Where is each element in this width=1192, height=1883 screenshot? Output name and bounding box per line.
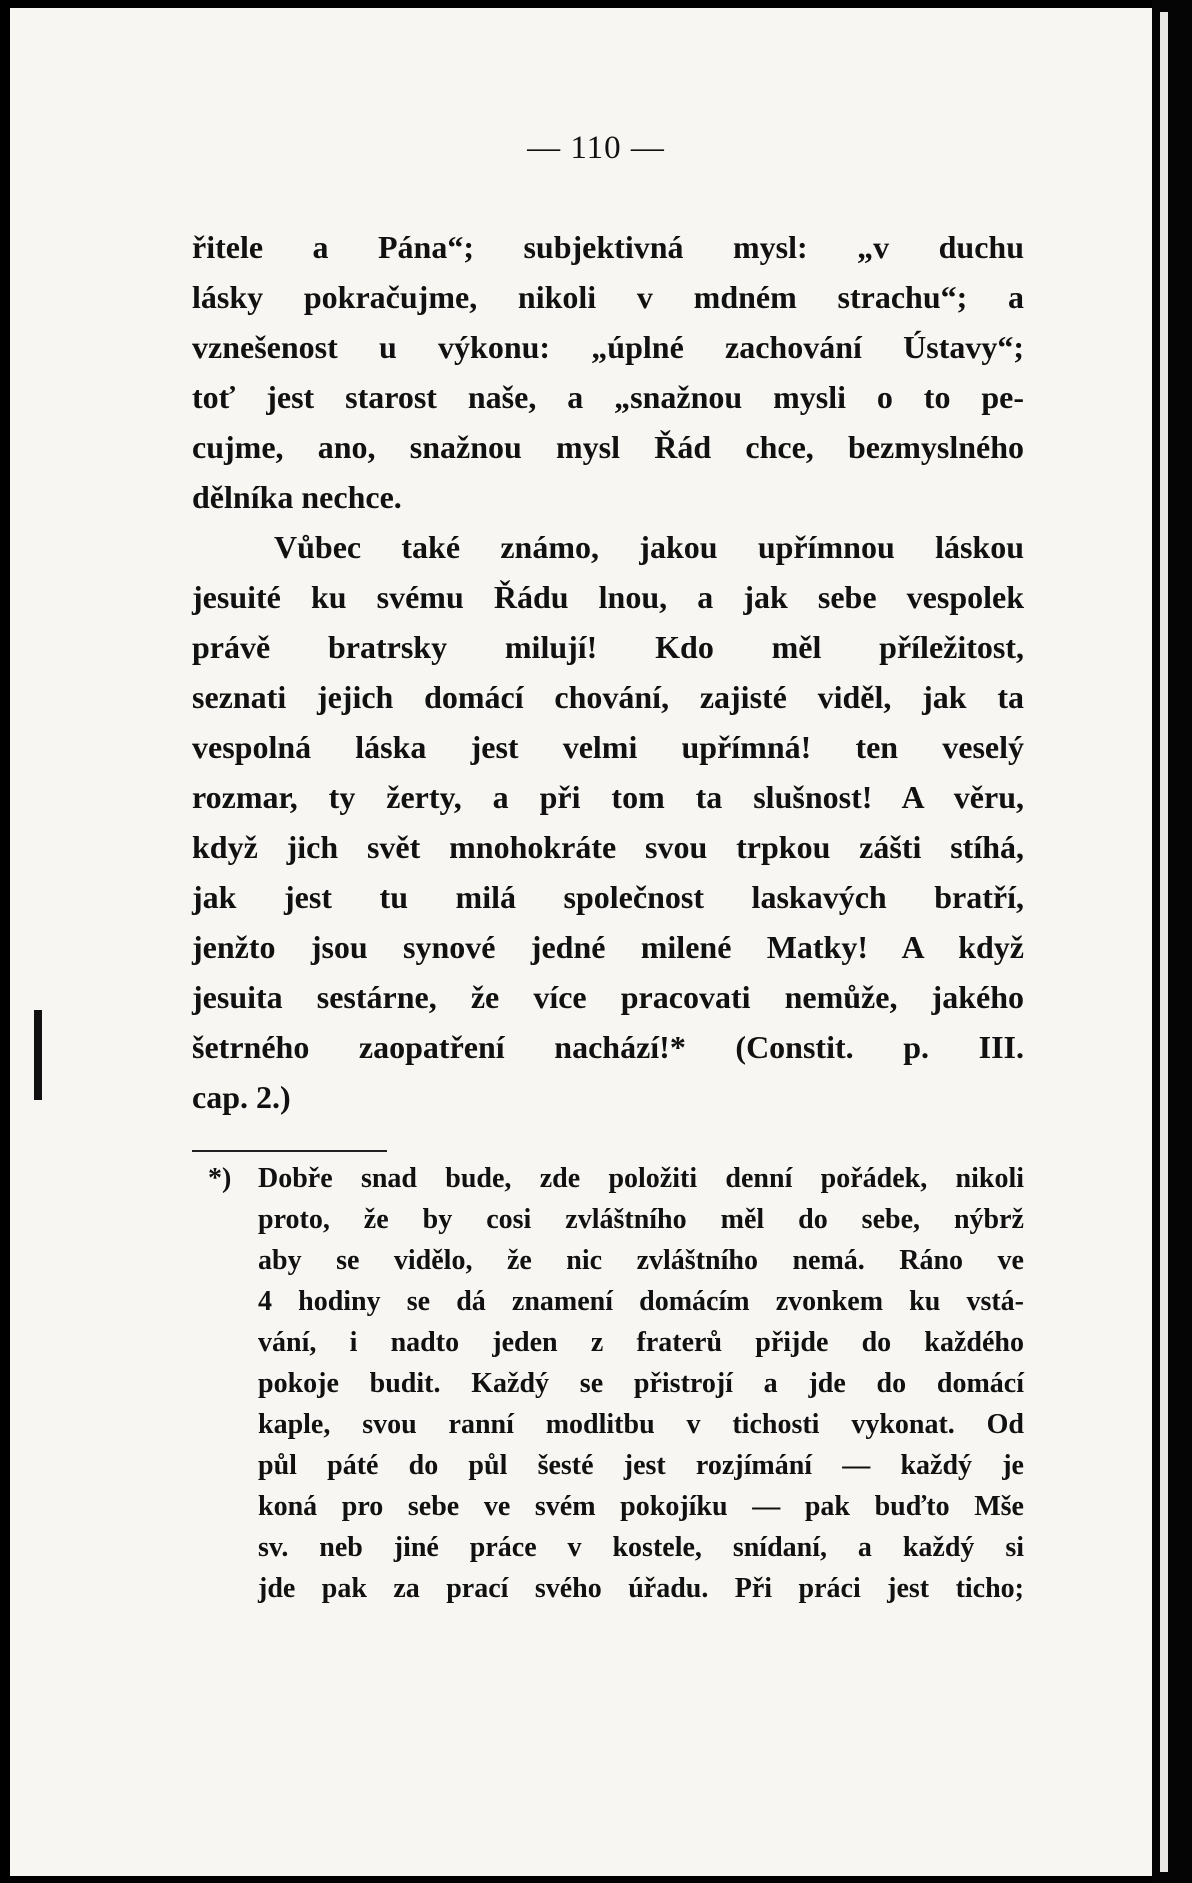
footnote-line: 4 hodiny se dá znamení domácím zvonkem ku vstá-: [258, 1286, 1024, 1317]
main-text: [192, 222, 1024, 1122]
text-line: právě bratrsky milují! Kdo měl příležitost,: [192, 629, 1024, 665]
text-line: dělníka nechce.: [192, 479, 402, 515]
text-line: lásky pokračujme, nikoli v mdném strachu“; a: [192, 279, 1024, 315]
page-number: — 110 —: [527, 130, 665, 166]
footnote-divider: [192, 1150, 387, 1152]
text-line: jak jest tu milá společnost laskavých bratří,: [192, 879, 1024, 915]
footnote-line: jde pak za prací svého úřadu. Při práci jest ticho;: [258, 1573, 1024, 1604]
text-line: jenžto jsou synové jedné milené Matky! A když: [192, 929, 1024, 965]
footnote-marker: *): [208, 1163, 232, 1194]
footnote-line: vání, i nadto jeden z fraterů přijde do každého: [258, 1327, 1024, 1358]
footnote-line: sv. neb jiné práce v kostele, snídaní, a každý si: [258, 1532, 1024, 1563]
text-line: řitele a Pána“; subjektivná mysl: „v duchu: [192, 229, 1024, 265]
footnote-line: koná pro sebe ve svém pokojíku — pak buďto Mše: [258, 1491, 1024, 1522]
footnote-line: proto, že by cosi zvláštního měl do sebe, nýbrž: [258, 1204, 1024, 1235]
binding-mark: [34, 1010, 42, 1100]
text-line: Vůbec také známo, jakou upřímnou láskou: [274, 529, 1024, 565]
text-line: toť jest starost naše, a „snažnou mysli o to pe-: [192, 379, 1024, 415]
adjacent-page-edge: [1160, 12, 1168, 1872]
text-line: vznešenost u výkonu: „úplné zachování Ústavy“;: [192, 329, 1024, 365]
footnote-line: Dobře snad bude, zde položiti denní pořádek, nikoli: [258, 1163, 1024, 1194]
text-line: jesuita sestárne, že více pracovati nemůže, jakého: [192, 979, 1024, 1015]
text-line: jesuité ku svému Řádu lnou, a jak sebe vespolek: [192, 579, 1024, 615]
footnote-line: pokoje budit. Každý se přistrojí a jde do domácí: [258, 1368, 1024, 1399]
footnote-line: kaple, svou ranní modlitbu v tichosti vykonat. Od: [258, 1409, 1024, 1440]
text-line: cap. 2.): [192, 1079, 291, 1115]
text-line: vespolná láska jest velmi upřímná! ten veselý: [192, 729, 1024, 765]
footnote: [208, 1158, 1024, 1609]
text-line: cujme, ano, snažnou mysl Řád chce, bezmyslného: [192, 429, 1024, 465]
footnote-line: aby se vidělo, že nic zvláštního nemá. Ráno ve: [258, 1245, 1024, 1276]
scan-border-right: [1152, 0, 1192, 1883]
text-line: rozmar, ty žerty, a při tom ta slušnost! A věru,: [192, 779, 1024, 815]
text-line: šetrného zaopatření nachází!* (Constit. p. III.: [192, 1029, 1024, 1065]
footnote-line: půl páté do půl šesté jest rozjímání — každý je: [258, 1450, 1024, 1481]
text-line: když jich svět mnohokráte svou trpkou zášti stíhá,: [192, 829, 1024, 865]
text-line: seznati jejich domácí chování, zajisté viděl, jak ta: [192, 679, 1024, 715]
